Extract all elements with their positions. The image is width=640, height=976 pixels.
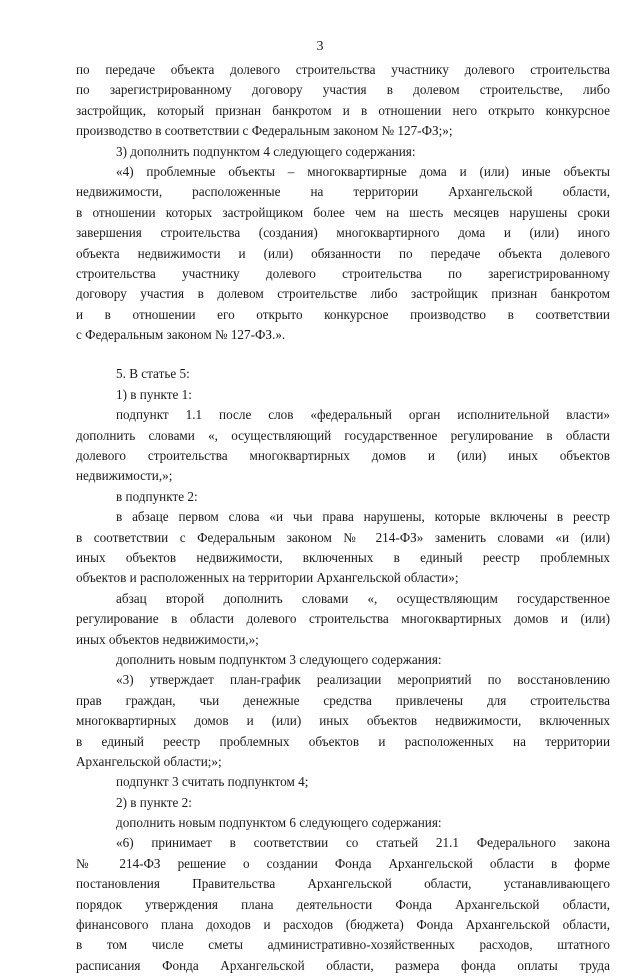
text-line: по передаче объекта долевого строительства участнику долевого строительства	[76, 62, 610, 77]
text-line: в соответствии с Федеральным законом № 214-ФЗ» заменить словами «и (или)	[76, 529, 610, 545]
text-line: подпункт 1.1 после слов «федеральный орган исполнительной власти»	[116, 407, 610, 423]
text-line: застройщик, который признан банкротом и в отношении него открыто конкурсное	[76, 102, 610, 118]
text-line: в абзаце первом слова «и чьи права нарушены, которые включены в реестр	[116, 509, 610, 525]
text-line: по зарегистрированному договору участия в долевом строительстве, либо	[76, 82, 610, 98]
text-line: в отношении которых застройщиком более чем на шесть месяцев нарушены сроки	[76, 204, 610, 220]
text-line: объекта недвижимости и (или) обязанности по передаче объекта долевого	[76, 245, 610, 261]
page-number: 3	[316, 39, 324, 54]
text-line: иных объектов недвижимости, включенных в единый реестр проблемных	[76, 549, 610, 565]
text-line: «6) принимает в соответствии со статьей 21.1 Федерального закона	[116, 835, 610, 851]
text-line: порядок утверждения плана деятельности Фонда Архангельской области,	[76, 896, 610, 912]
text-line: договору участия в долевом строительстве либо застройщик признан банкротом	[76, 286, 610, 302]
text-line: иных объектов недвижимости,»;	[76, 631, 259, 647]
text-line: подпункт 3 считать подпунктом 4;	[116, 774, 309, 790]
text-line: недвижимости,»;	[76, 468, 173, 484]
text-line: Архангельской области;»;	[76, 753, 222, 769]
text-line: 2) в пункте 2:	[116, 794, 192, 810]
text-line: в том числе сметы административно-хозяйственных расходов, штатного	[76, 937, 610, 953]
text-line: в единый реестр проблемных объектов и расположенных на территории	[76, 733, 610, 749]
text-line: 1) в пункте 1:	[116, 386, 192, 402]
text-line: абзац второй дополнить словами «, осуществляющим государственное	[116, 590, 610, 606]
document-body	[76, 60, 610, 976]
text-line: в подпункте 2:	[116, 488, 198, 504]
paragraph-gap	[76, 345, 610, 364]
text-line: объектов и расположенных на территории Архангельской области»;	[76, 570, 459, 586]
text-line: производство в соответствии с Федеральным законом № 127-ФЗ;»;	[76, 123, 453, 139]
text-line: дополнить новым подпунктом 6 следующего содержания:	[116, 815, 442, 831]
text-line: прав граждан, чьи денежные средства привлечены для строительства	[76, 692, 610, 708]
text-line: строительства участнику долевого строительства по зарегистрированному	[76, 265, 610, 281]
text-line: расписания Фонда Архангельской области, размера фонда оплаты труда	[76, 957, 610, 973]
text-line: многоквартирных домов и (или) иных объектов недвижимости, включенных	[76, 713, 610, 729]
text-line: финансового плана доходов и расходов (бюджета) Фонда Архангельской области,	[76, 917, 610, 933]
text-line: № 214-ФЗ решение о создании Фонда Архангельской области в форме	[76, 855, 610, 871]
text-line: «4) проблемные объекты – многоквартирные дома и (или) иные объекты	[116, 163, 610, 179]
text-line: дополнить словами «, осуществляющий государственное регулирование в области	[76, 427, 610, 443]
text-line: 5. В статье 5:	[116, 366, 190, 382]
text-line: завершения строительства (создания) многоквартирного дома и (или) иного	[76, 225, 610, 241]
text-line: с Федеральным законом № 127-ФЗ.».	[76, 327, 286, 343]
text-line: регулирование в области долевого строительства многоквартирных домов и (или)	[76, 611, 610, 627]
text-line: 3) дополнить подпунктом 4 следующего содержания:	[116, 143, 416, 159]
text-line: дополнить новым подпунктом 3 следующего содержания:	[116, 651, 442, 667]
text-line: «3) утверждает план-график реализации мероприятий по восстановлению	[116, 672, 610, 688]
text-line: постановления Правительства Архангельской области, устанавливающего	[76, 876, 610, 892]
text-line: недвижимости, расположенные на территории Архангельской области,	[76, 184, 610, 200]
text-line: и в отношении его открыто конкурсное производство в соответствии	[76, 306, 610, 322]
text-line: долевого строительства многоквартирных домов и (или) иных объектов	[76, 448, 610, 464]
